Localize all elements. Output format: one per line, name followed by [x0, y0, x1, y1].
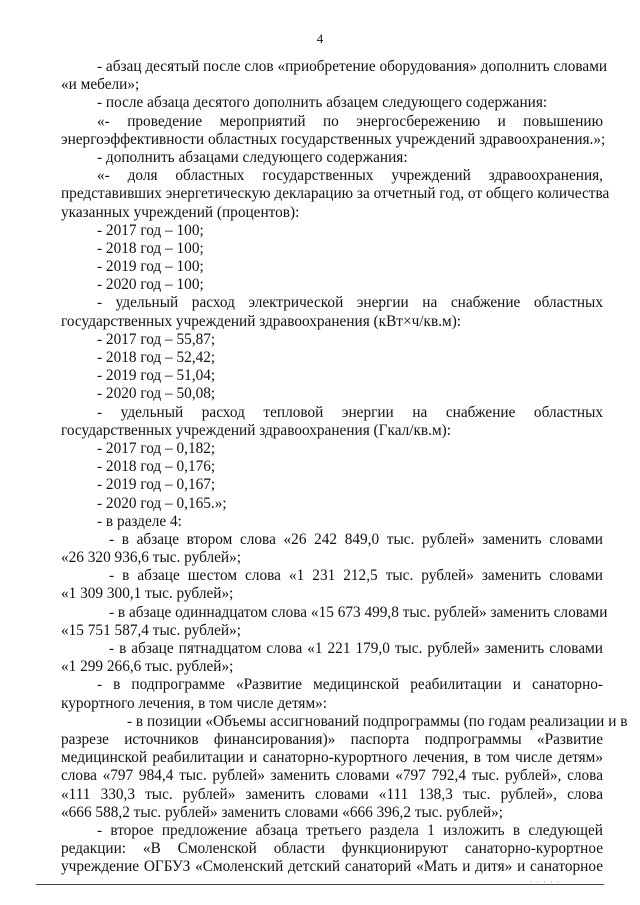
- text-line: «- доля областных государственных учреждений здравоохранения,: [97, 167, 603, 185]
- text-line: указанных учреждений (процентов):: [61, 203, 300, 221]
- text-line: редакции: «В Смоленской области функционируют санаторно-курортное: [61, 840, 603, 858]
- text-line: разрезе источников финансирования)» паспорта подпрограммы «Развитие: [61, 730, 603, 748]
- text-line: - 2018 год – 100;: [97, 239, 204, 257]
- text-line: - 2018 год – 0,176;: [97, 458, 216, 476]
- text-line: - в разделе 4:: [97, 512, 182, 530]
- text-line: представивших энергетическую декларацию за отчетный год, от общего количества: [61, 185, 610, 203]
- text-line: государственных учреждений здравоохранения (кВт×ч/кв.м):: [61, 312, 462, 330]
- document-body: [61, 58, 628, 876]
- text-line: «666 588,2 тыс. рублей» заменить словами «666 396,2 тыс. рублей»;: [61, 803, 504, 821]
- text-line: «26 320 936,6 тыс. рублей»;: [61, 549, 241, 567]
- text-line: - абзац десятый после слов «приобретение оборудования» дополнить словами: [97, 58, 608, 75]
- text-line: - 2020 год – 100;: [97, 276, 204, 294]
- text-line: - 2020 год – 50,08;: [97, 385, 216, 403]
- text-line: - после абзаца десятого дополнить абзацем следующего содержания:: [97, 94, 548, 112]
- text-line: государственных учреждений здравоохранения (Гкал/кв.м):: [61, 421, 452, 439]
- text-line: «- проведение мероприятий по энергосбережению и повышению: [97, 112, 603, 130]
- text-line: - в абзаце втором слова «26 242 849,0 тыс. рублей» заменить словами: [109, 530, 603, 548]
- text-line: - удельный расход электрической энергии на снабжение областных: [97, 294, 603, 312]
- footer-rule: [36, 884, 604, 885]
- text-line: медицинской реабилитации и санаторно-курортного лечения, в том числе детям»: [61, 749, 603, 767]
- text-line: - в абзаце шестом слова «1 231 212,5 тыс. рублей» заменить словами: [109, 567, 603, 585]
- text-line: - в абзаце пятнадцатом слова «1 221 179,0 тыс. рублей» заменить словами: [109, 640, 603, 657]
- text-line: - удельный расход тепловой энергии на снабжение областных: [97, 403, 603, 421]
- text-line: «1 309 300,1 тыс. рублей»;: [61, 585, 234, 603]
- text-line: - в позиции «Объемы ассигнований подпрограммы (по годам реализации и в: [127, 712, 628, 730]
- text-line: «111 330,3 тыс. рублей» заменить словами «111 138,3 тыс. рублей», слова: [61, 785, 603, 803]
- footer-mark: · · · · ·: [530, 878, 561, 887]
- text-line: энергоэффективности областных государственных учреждений здравоохранения.»;: [61, 130, 606, 148]
- text-line: - 2019 год – 51,04;: [97, 367, 216, 385]
- text-line: - второе предложение абзаца третьего раздела 1 изложить в следующей: [97, 821, 603, 839]
- text-line: «15 751 587,4 тыс. рублей»;: [61, 621, 241, 639]
- text-line: «и мебели»;: [61, 76, 140, 94]
- text-line: - 2017 год – 55,87;: [97, 330, 216, 348]
- text-line: - в абзаце одиннадцатом слова «15 673 499,8 тыс. рублей» заменить словами: [109, 603, 608, 621]
- text-line: - 2017 год – 100;: [97, 221, 204, 239]
- text-line: «1 299 266,6 тыс. рублей»;: [61, 658, 234, 676]
- text-line: курортного лечения, в том числе детям»:: [61, 694, 328, 712]
- text-line: учреждение ОГБУЗ «Смоленский детский санаторий «Мать и дитя» и санаторное: [61, 858, 603, 876]
- text-line: - 2018 год – 52,42;: [97, 349, 216, 366]
- text-line: слова «797 984,4 тыс. рублей» заменить словами «797 792,4 тыс. рублей», слова: [61, 767, 603, 785]
- text-line: - дополнить абзацами следующего содержания:: [97, 148, 408, 166]
- text-line: - 2020 год – 0,165.»;: [97, 494, 227, 512]
- text-line: - в подпрограмме «Развитие медицинской реабилитации и санаторно-: [97, 676, 603, 694]
- page-number: 4: [316, 31, 324, 46]
- text-line: - 2017 год – 0,182;: [97, 439, 216, 457]
- text-line: - 2019 год – 100;: [97, 258, 204, 276]
- text-line: - 2019 год – 0,167;: [97, 476, 216, 494]
